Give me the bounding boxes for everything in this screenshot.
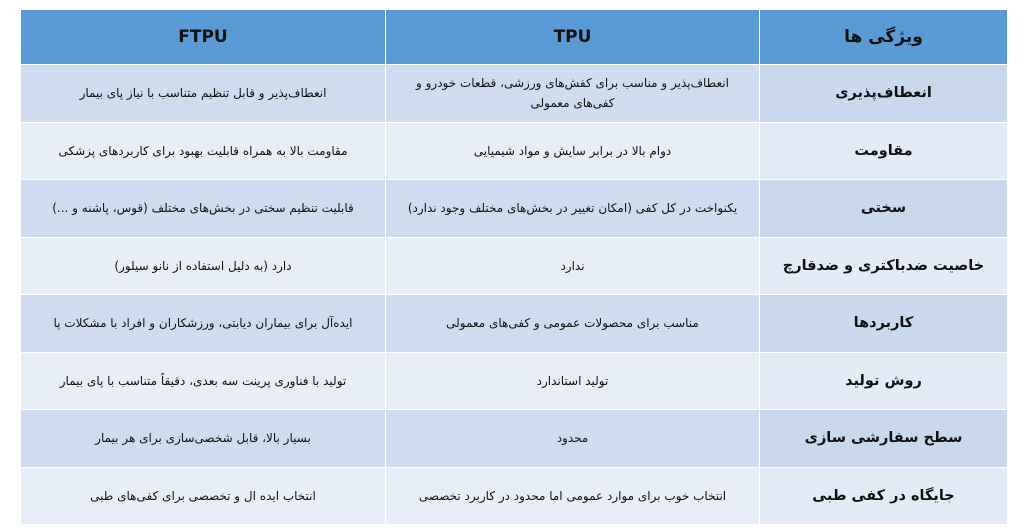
table-row bbox=[21, 65, 1008, 123]
ftpu-cell: انتخاب ایده ال و تخصصی برای کفی‌های طبی bbox=[21, 467, 386, 525]
header-tpu: TPU bbox=[386, 10, 760, 65]
feature-cell: سختی bbox=[760, 180, 1008, 238]
table-row bbox=[21, 122, 1008, 180]
ftpu-cell: انعطاف‌پذیر و قابل تنظیم متناسب با نیاز پای بیمار bbox=[21, 65, 386, 123]
tpu-cell: انتخاب خوب برای موارد عمومی اما محدود در کاربرد تخصصی bbox=[386, 467, 760, 525]
table-row bbox=[21, 180, 1008, 238]
table-body bbox=[21, 65, 1008, 525]
feature-cell: جایگاه در کفی طبی bbox=[760, 467, 1008, 525]
tpu-cell: یکنواخت در کل کفی (امکان تغییر در بخش‌های مختلف وجود ندارد) bbox=[386, 180, 760, 238]
ftpu-cell: مقاومت بالا به همراه قابلیت بهبود برای کاربردهای پزشکی bbox=[21, 122, 386, 180]
ftpu-cell: قابلیت تنظیم سختی در بخش‌های مختلف (قوس، پاشنه و ...) bbox=[21, 180, 386, 238]
tpu-cell: دوام بالا در برابر سایش و مواد شیمیایی bbox=[386, 122, 760, 180]
ftpu-cell: ایده‌آل برای بیماران دیابتی، ورزشکاران و افراد با مشکلات پا bbox=[21, 295, 386, 353]
table-row bbox=[21, 352, 1008, 410]
tpu-cell: انعطاف‌پذیر و مناسب برای کفش‌های ورزشی، قطعات خودرو و کفی‌های معمولی bbox=[386, 65, 760, 123]
feature-cell: روش تولید bbox=[760, 352, 1008, 410]
header-ftpu: FTPU bbox=[21, 10, 386, 65]
feature-cell: مقاومت bbox=[760, 122, 1008, 180]
ftpu-cell: دارد (به دلیل استفاده از نانو سیلور) bbox=[21, 237, 386, 295]
feature-cell: سطح سفارشی سازی bbox=[760, 410, 1008, 468]
feature-cell: کاربردها bbox=[760, 295, 1008, 353]
ftpu-cell: بسیار بالا، قابل شخصی‌سازی برای هر بیمار bbox=[21, 410, 386, 468]
tpu-cell: مناسب برای محصولات عمومی و کفی‌های معمولی bbox=[386, 295, 760, 353]
table-row bbox=[21, 467, 1008, 525]
feature-cell: خاصیت ضدباکتری و ضدقارچ bbox=[760, 237, 1008, 295]
table-row bbox=[21, 237, 1008, 295]
header-feature: ویژگی ها bbox=[760, 10, 1008, 65]
ftpu-cell: تولید با فناوری پرینت سه بعدی، دقیقاً متناسب با پای بیمار bbox=[21, 352, 386, 410]
tpu-cell: ندارد bbox=[386, 237, 760, 295]
tpu-cell: محدود bbox=[386, 410, 760, 468]
table-row bbox=[21, 410, 1008, 468]
tpu-cell: تولید استاندارد bbox=[386, 352, 760, 410]
comparison-table-container bbox=[20, 9, 1007, 525]
header-row bbox=[21, 10, 1008, 65]
feature-cell: انعطاف‌پذیری bbox=[760, 65, 1008, 123]
comparison-table bbox=[20, 9, 1008, 525]
table-header bbox=[21, 10, 1008, 65]
table-row bbox=[21, 295, 1008, 353]
